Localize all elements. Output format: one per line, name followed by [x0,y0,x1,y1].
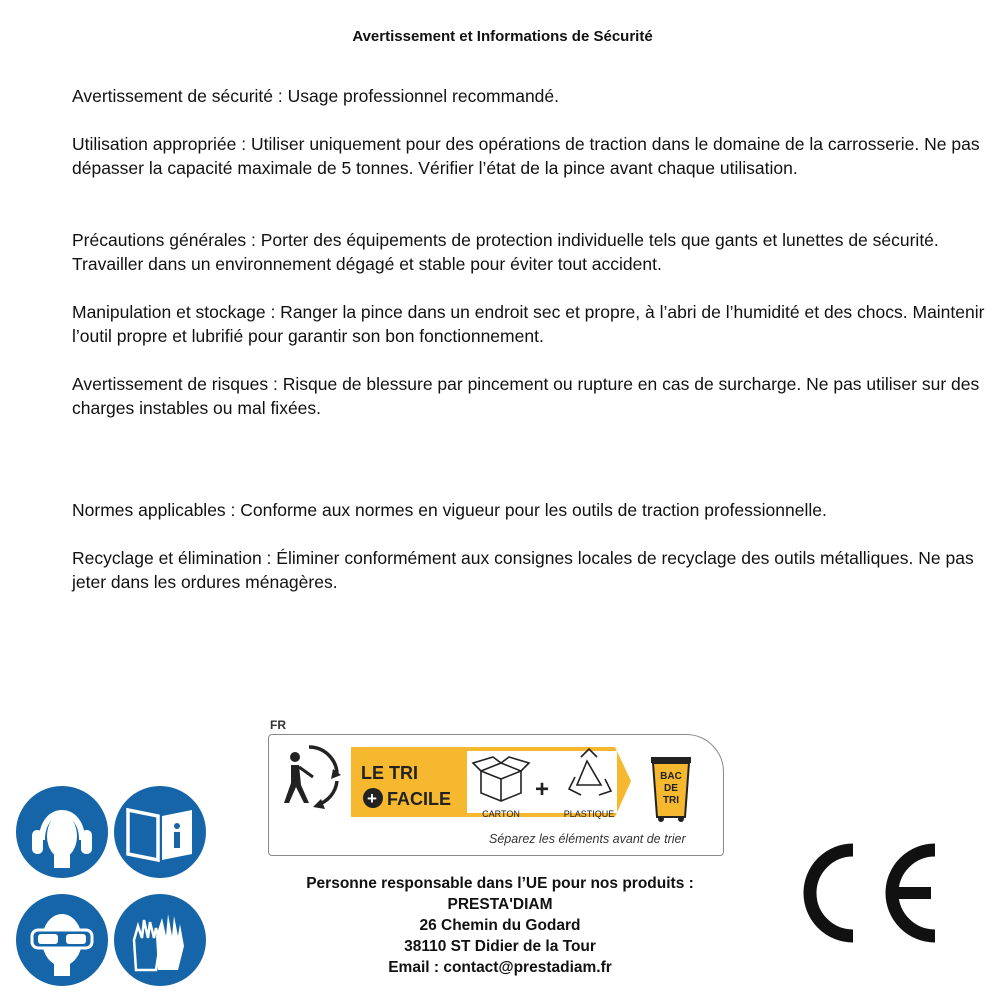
paragraph-handling: Manipulation et stockage : Ranger la pince dans un endroit sec et propre, à l’abri de l’humidité et des chocs. Maintenir l’outil propre et lubrifié pour garantir son bon fonctionnement. [72,302,985,346]
safety-pictograms [14,784,214,990]
city-address: 38110 ST Didier de la Tour [404,938,596,955]
plus-sign: + [535,776,550,803]
gloves-icon [114,894,206,986]
paragraph-recycling: Recyclage et élimination : Éliminer conformément aux consignes locales de recyclage des outils métalliques. Ne pas jeter dans les ordures ménagères. [72,548,974,592]
ce-mark-icon [795,840,940,945]
sorting-info-label [268,734,724,856]
paragraph-warning: Avertissement de sécurité : Usage professionnel recommandé. [72,86,560,106]
paragraph-risks: Avertissement de risques : Risque de blessure par pincement ou rupture en cas de surcharge. Ne pas utiliser sur des charges instables ou mal fixées. [72,374,980,418]
tri-line2: FACILE [387,789,452,809]
carton-label: CARTON [482,809,520,819]
paragraph-usage: Utilisation appropriée : Utiliser uniquement pour des opérations de traction dans le domaine de la carrosserie. Ne pas dépasser la capacité maximale de 5 tonnes. Vérifier l’état de la pince avant chaque utilisation. [72,134,980,178]
plastic-label: PLASTIQUE [563,809,615,819]
sorting-instruction: Séparez les éléments avant de trier [489,832,686,846]
contact-email: Email : contact@prestadiam.fr [388,959,612,976]
bin-text-2: DE [664,783,678,794]
svg-text:+: + [367,789,377,808]
ear-protection-icon [16,786,108,878]
paragraph-standards: Normes applicables : Conforme aux normes en vigueur pour les outils de traction professionnelle. [72,500,827,520]
eu-responsible-person [260,873,740,978]
read-manual-icon [114,786,206,878]
eye-protection-icon [16,894,108,986]
triman-icon [284,747,341,809]
contact-heading: Personne responsable dans l’UE pour nos produits : [306,875,694,892]
company-name: PRESTA'DIAM [447,896,553,913]
paragraph-precautions: Précautions générales : Porter des équipements de protection individuelle tels que gants et lunettes de sécurité. Travailler dans un environnement dégagé et stable pour éviter tout accident. [72,230,939,274]
bin-text-3: TRI [662,795,680,806]
street-address: 26 Chemin du Godard [419,917,581,934]
tri-line1: LE TRI [361,763,418,783]
document-title: Avertissement et Informations de Sécurité [352,28,653,45]
bin-text-1: BAC [660,771,682,782]
country-code: FR [270,718,286,732]
